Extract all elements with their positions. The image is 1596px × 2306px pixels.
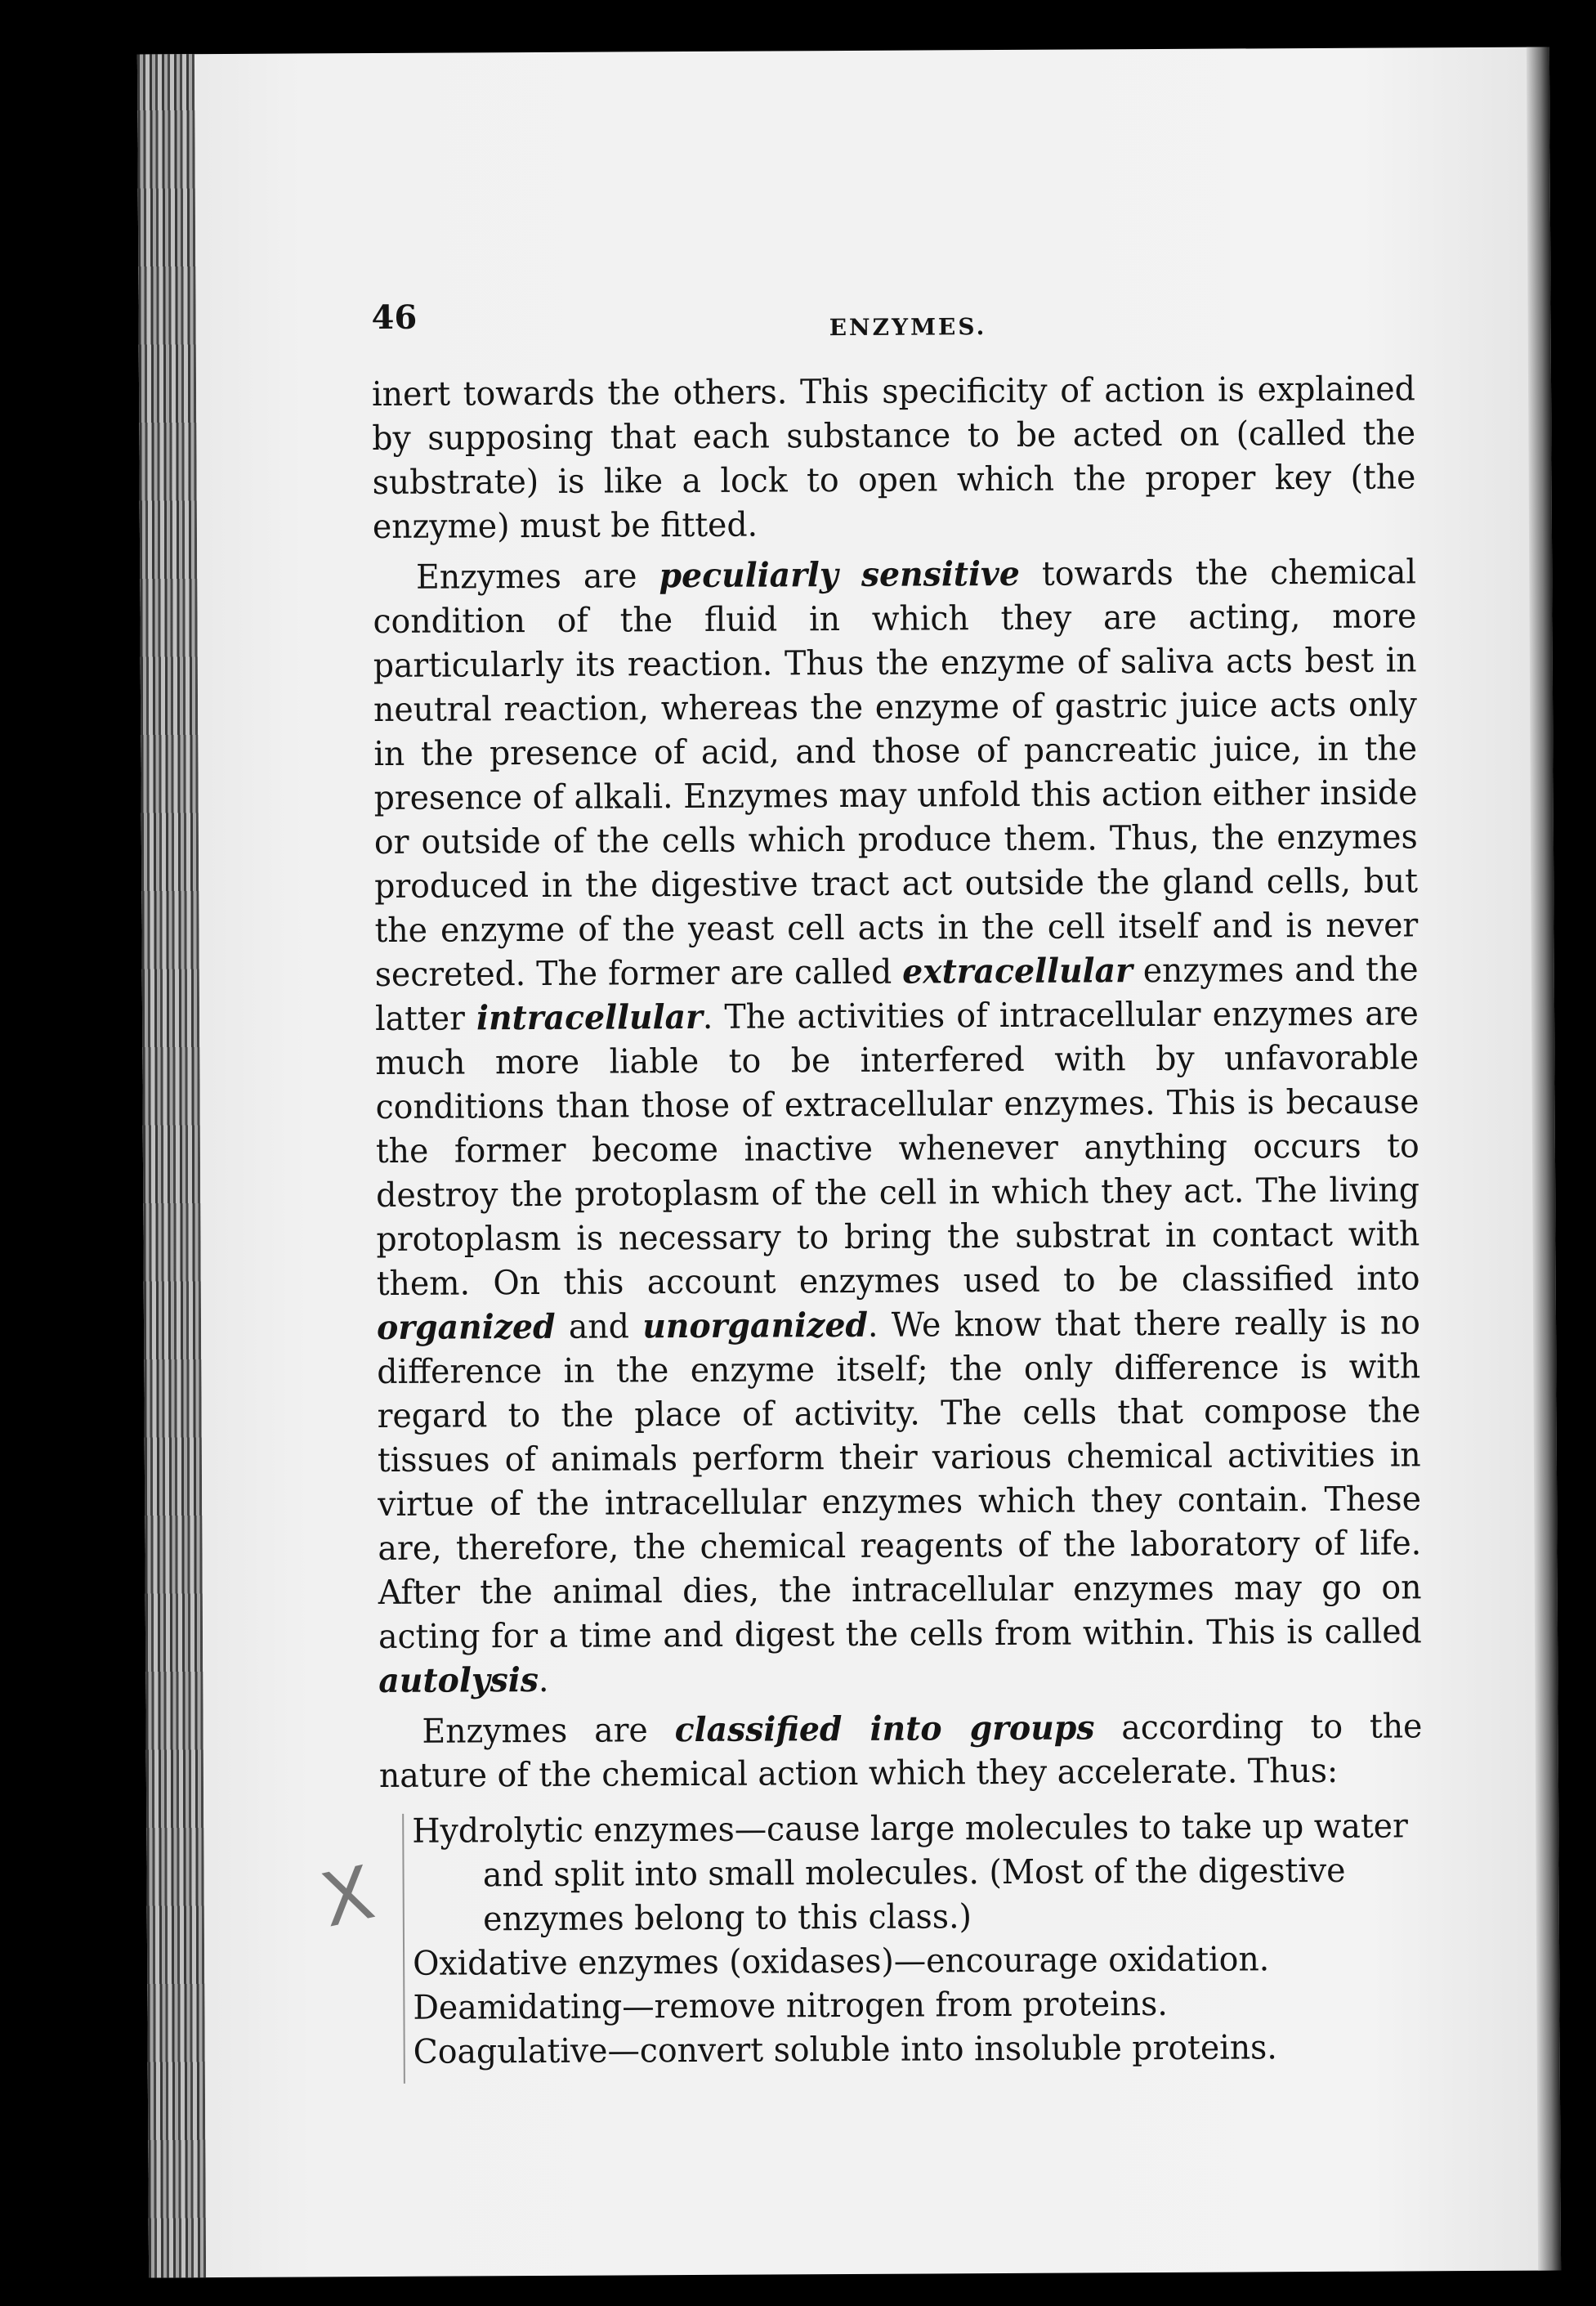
- emphasized-term: organized: [376, 1306, 556, 1348]
- book-page: [137, 47, 1561, 2277]
- book-spine: [137, 54, 206, 2277]
- emphasized-term: intracellular: [476, 996, 703, 1038]
- running-head: ENZYMES.: [829, 313, 987, 342]
- page-content: [314, 276, 1557, 2075]
- emphasized-term: unorganized: [642, 1305, 869, 1346]
- paragraph: Enzymes are classified into groups according to the nature of the chemical action which they accelerate. Thus:: [378, 1706, 1423, 1796]
- list-item: Oxidative enzymes (oxidases)—encourage oxidation.: [412, 1939, 1270, 1983]
- emphasized-term: peculiarly sensitive: [659, 553, 1021, 596]
- enzyme-classification-list: [314, 1803, 1509, 2074]
- list-items: [412, 1803, 1509, 2074]
- body-text: [372, 366, 1556, 1798]
- list-item: Deamidating—remove nitrogen from proteins.: [413, 1983, 1168, 2027]
- page-number: 46: [371, 298, 418, 338]
- handwritten-margin-mark: X: [314, 1849, 382, 1945]
- list-item: Hydrolytic enzymes—cause large molecules to take up water and split into small molecules. (Most of the digestive enzymes belong to this class.): [412, 1806, 1408, 1939]
- emphasized-term: autolysis: [378, 1659, 539, 1701]
- list-item: Coagulative—convert soluble into insoluble proteins.: [413, 2027, 1277, 2071]
- emphasized-term: extracellular: [902, 951, 1133, 992]
- emphasized-term: classified into groups: [674, 1708, 1095, 1750]
- page-header: [371, 276, 1549, 373]
- paragraph: Enzymes are peculiarly sensitive towards the chemical condition of the fluid in which they are acting, more particularly its reaction. Thus the enzyme of saliva acts best in neutral reaction, whereas the enzyme of gastric juice acts only in the presence of acid, and those of pancreatic juice, in the presence of alkali. Enzymes may unfold this action either inside or outside of the cells which produce them. Thus, the enzymes produced in the digestive tract act outside the gland cells, but the enzyme of the yeast cell acts in the cell itself and is never secreted. The former are called extracellular enzymes and the latter intracellular. The activities of intracellular enzymes are much more liable to be interfered with by unfavorable conditions than those of extracellular enzymes. This is because the former become inactive whenever anything occurs to destroy the protoplasm of the cell in which they act. The living protoplasm is necessary to bring the substrat in contact with them. On this account enzymes used to be classified into organized and unorganized. We know that there really is no difference in the enzyme itself; the only difference is with regard to the place of activity. The cells that compose the tissues of animals perform their various chemical activities in virtue of the intracellular enzymes which they contain. These are, therefore, the chemical reagents of the laboratory of life. After the animal dies, the intracellular enzymes may go on acting for a time and digest the cells from within. This is called autolysis.: [373, 552, 1422, 1701]
- paragraph: inert towards the others. This specificity of action is explained by supposing that each substance to be acted on (called the substrate) is like a lock to open which the proper key (the enzyme) must be fitted.: [371, 369, 1416, 547]
